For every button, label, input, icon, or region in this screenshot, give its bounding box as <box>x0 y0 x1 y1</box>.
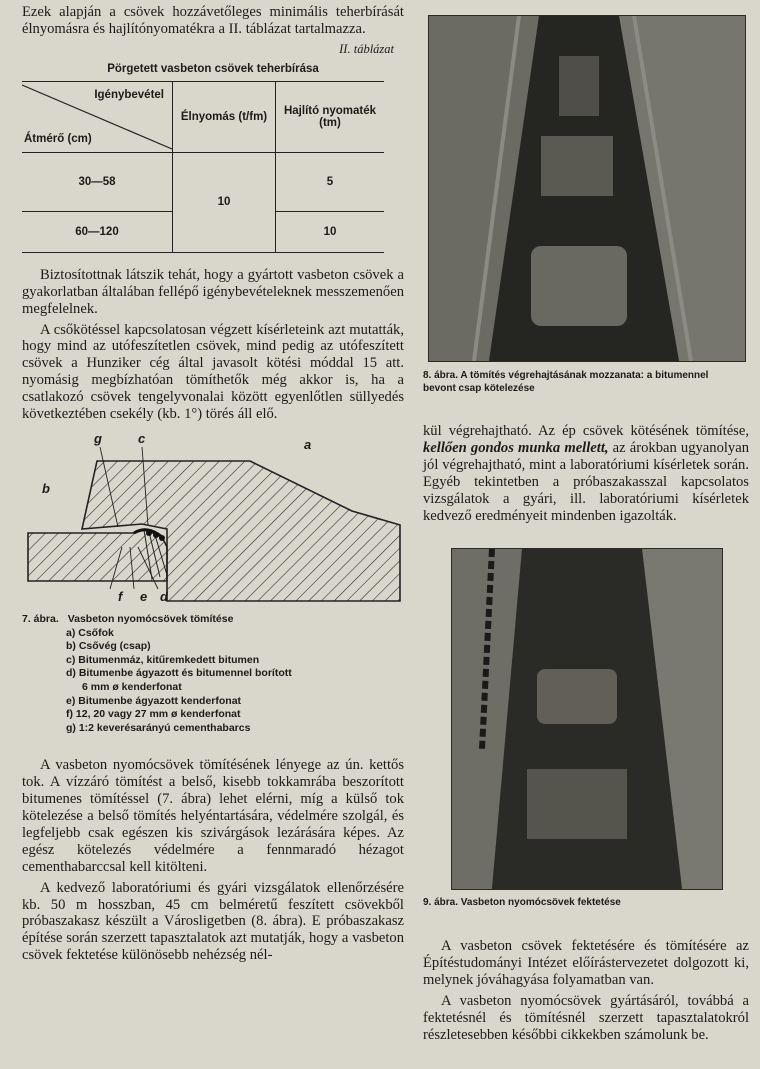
fig7-label-f: f <box>118 588 123 604</box>
paragraph-5-emphasis: kellően gondos munka mellett, <box>423 439 609 456</box>
paragraph-5-end: az árokban ugyanolyan jól végrehajtható, mint a laboratóriumi kísérletek során. Egyéb tekintetben a próbaszakasszal kapcsolatos vizsgálatok a gyári, ill. laboratóriumi kísérletek kedvező eredményeit mindenben igazolták. <box>423 439 749 524</box>
paragraph-3: A vasbeton nyomócsövek tömítésének lényege az ún. kettős tok. A vízzáró tömítést a belső, kisebb tokkamrába beszorított bitumenes tömítéssel (7. ábra) lehet elérni, míg a külső tok kötelezése a belső tömítés helyéntartására, védelmére szolgál, és legfeljebb csak egészen kis szivárgások lezárására képes. Az egész kötelezés védelmére a fennmaradó hézagot cementhabarccsal kell kitölteni. <box>22 757 404 875</box>
legend-item: c) Bitumenmáz, kitűremkedett bitumen <box>66 653 260 666</box>
paragraph-1: Biztosítottnak látszik tehát, hogy a gyártott vasbeton csövek a gyakorlatban általában fellépő igénybevételeknek messzemenően megfelelnek. <box>22 266 404 317</box>
legend-item: a) Csőfok <box>66 626 114 639</box>
pipe-laying-photo-illustration <box>452 549 722 889</box>
paragraph-2: A csőkötéssel kapcsolatosan végzett kísérleteink azt mutatták, hogy mind az utófeszítetlen csövek, mind pedig az utófeszített csövek a Hunziker cég által javasolt kötési móddal 15 att. nyomásig megbízhatóan tömíthetők még akkor is, ha a csatlakozó csövek tengelyvonalai között egyenlőtlen süllyedés következtében csekély (kb. 1°) törés áll elő. <box>22 321 404 423</box>
row1-moment: 5 <box>276 152 385 211</box>
legend-item: f) 12, 20 vagy 27 mm ø kenderfonat <box>66 708 241 721</box>
fig7-label-b: b <box>42 480 50 496</box>
fig7-label-g: g <box>94 430 102 446</box>
legend-item: d) Bitumenbe ágyazott és bitumennel borított <box>66 667 292 680</box>
shared-pressure-value: 10 <box>173 152 276 252</box>
paragraph-4: A kedvező laboratóriumi és gyári vizsgálatok ellenőrzésére kb. 50 m hosszban, 45 cm belméretű feszített csövekből próbaszakasz készült a Városligetben (8. ábra). E próbaszakasz építése során szerzett tapasztalatok azt mutatják, hogy a vasbeton csövek fektetése különösebb nehézség nél- <box>22 879 404 964</box>
load-capacity-table <box>22 81 384 253</box>
header-pressure: Élnyomás (t/fm) <box>173 81 276 152</box>
fig7-label-d: d <box>160 588 168 604</box>
fig9-caption: 9. ábra. Vasbeton nyomócsövek fektetése <box>423 897 621 909</box>
figure-7 <box>22 429 404 611</box>
intro-paragraph: Ezek alapján a csövek hozzávetőleges minimális teherbírását élnyomásra és hajlítónyomatékra a II. táblázat tartalmazza. <box>22 4 404 37</box>
legend-item: 6 mm ø kenderfonat <box>82 680 182 693</box>
row2-diameter: 60—120 <box>22 211 173 252</box>
paragraph-6: A vasbeton csövek fektetésére és tömítésére az Építéstudományi Intézet előírástervezetet dolgozott ki, melynek jóváhagyása folyamatban van. <box>423 938 749 988</box>
left-column <box>22 0 404 964</box>
legend-item: e) Bitumenbe ágyazott kenderfonat <box>66 694 242 707</box>
corner-label-bottom: Átmérő (cm) <box>24 132 92 145</box>
fig7-caption-text: Vasbeton nyomócsövek tömítése <box>67 612 234 625</box>
header-moment: Hajlító nyomaték (tm) <box>276 81 385 152</box>
table-header-row <box>22 81 384 152</box>
table-number: II. táblázat <box>339 41 394 56</box>
fig7-label-e: e <box>140 588 148 604</box>
table-row <box>22 152 384 211</box>
fig8-caption: 8. ábra. A tömítés végrehajtásának mozzanata: a bitumennel bevont csap kötelezése <box>423 370 709 394</box>
paragraph-5-start: kül végrehajtható. Az ép csövek kötésének tömítése, <box>423 423 749 439</box>
legend-item: b) Csővég (csap) <box>66 640 151 653</box>
corner-label-top: Igénybevétel <box>94 88 164 101</box>
table-title: Pörgetett vasbeton csövek teherbírása <box>107 62 319 75</box>
trench-photo-illustration <box>429 16 745 361</box>
fig7-label-c: c <box>138 430 146 446</box>
fig7-caption-number: 7. ábra. <box>22 612 59 625</box>
paragraph-5 <box>423 423 749 524</box>
row1-diameter: 30—58 <box>78 175 116 188</box>
table-corner-cell <box>22 81 173 152</box>
fig7-label-a: a <box>304 436 312 452</box>
figure-9-photo <box>451 548 723 890</box>
right-column <box>423 0 749 1043</box>
legend-item: g) 1:2 keverésarányú cementhabarcs <box>66 721 251 734</box>
fig7-legend <box>66 627 404 736</box>
table-corner-diagonal <box>22 83 172 151</box>
figure-8-photo <box>428 15 746 362</box>
row2-moment: 10 <box>276 211 385 252</box>
joint-cross-section-drawing <box>22 429 404 611</box>
fig7-caption <box>22 613 404 627</box>
paragraph-7: A vasbeton nyomócsövek gyártásáról, továbbá a fektetésnél és tömítésnél szerzett tapasztalatokról részletesebben későbbi cikkekben számolunk be. <box>423 992 749 1043</box>
